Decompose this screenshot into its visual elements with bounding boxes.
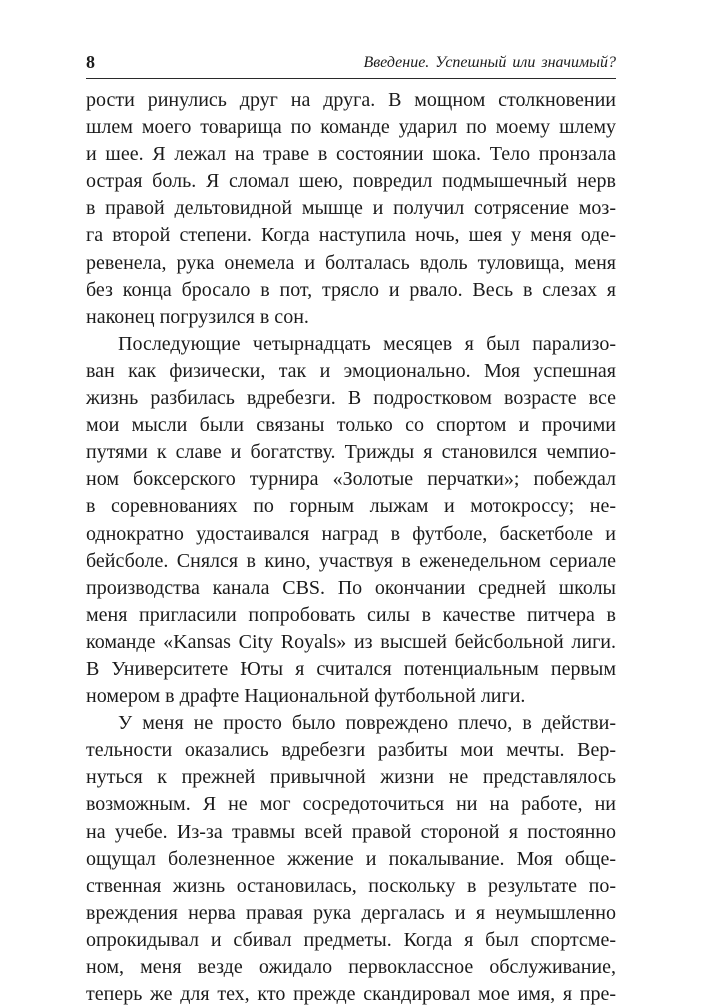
text-line: нуться к прежней привычной жизни не представлялось [86,766,616,789]
running-title: Введение. Успешный или значимый? [363,54,616,71]
text-line: ственная жизнь остановилась, поскольку в результате по- [86,874,616,897]
text-line: номером в драфте Национальной футбольной лиги. [86,685,526,708]
text-line: ном, меня везде ожидало первоклассное обслуживание, [86,956,616,978]
text-line: га второй степени. Когда наступила ночь, шея у меня оде- [86,224,616,247]
text-line: бейсболе. Снялся в кино, участвуя в еженедельном сериале [86,549,616,572]
text-line: мои мысли были связаны только со спортом и прочими [86,414,616,437]
text-line: вреждения нерва правая рука дергалась и я неумышленно [86,901,616,924]
text-line: У меня не просто было повреждено плечо, в действи- [118,712,616,735]
text-line: в соревнованиях по горным лыжам и мотокроссу; не- [86,495,616,518]
text-line: опрокидывал и сбивал предметы. Когда я был спортсме- [86,928,616,951]
text-line: В Университете Юты я считался потенциальным первым [86,657,616,680]
text-line: ном боксерского турнира «Золотые перчатки»; побеждал [86,468,616,491]
text-line: возможным. Я не мог сосредоточиться ни на работе, ни [86,793,616,816]
paragraph-3 [86,710,616,1008]
text-line: путями к славе и богатству. Трижды я становился чемпио- [86,441,616,464]
paragraph-2 [86,331,616,710]
text-line: шлем моего товарища по команде ударил по моему шлему [86,116,616,139]
text-line: производства канала CBS. По окончании средней школы [86,576,616,599]
page-number: 8 [86,52,95,72]
body-text [86,87,616,1008]
text-line: в правой дельтовидной мышце и получил сотрясение моз- [86,197,616,220]
text-line: меня пригласили попробовать силы в качестве питчера в [86,603,616,626]
text-line: команде «Kansas City Royals» из высшей бейсбольной лиги. [86,630,616,653]
text-line: ван как физически, так и эмоционально. Моя успешная [86,359,616,382]
text-line: Последующие четырнадцать месяцев я был парализо- [118,332,616,355]
text-line: теперь же для тех, кто прежде скандировал мое имя, я пре- [86,983,616,1006]
text-line: тельности оказались вдребезги разбиты мои мечты. Вер- [86,739,616,762]
text-line: рости ринулись друг на друга. В мощном столкновении [86,89,616,111]
text-line: ощущал болезненное жжение и покалывание. Моя обще- [86,847,616,870]
running-head [86,44,616,79]
text-line: однократно удостаивался наград в футболе, баскетболе и [86,522,616,545]
text-line: жизнь разбилась вдребезги. В подростковом возрасте все [86,387,616,410]
text-line: ревенела, рука онемела и болталась вдоль туловища, меня [86,251,616,274]
text-line: на учебе. Из-за травмы всей правой стороной я постоянно [86,820,616,843]
text-line: без конца бросало в пот, трясло и рвало. Весь в слезах я [86,278,616,301]
paragraph-1 [86,87,616,331]
text-line: наконец погрузился в сон. [86,305,309,328]
text-line: острая боль. Я сломал шею, повредил подмышечный нерв [86,170,616,193]
text-line: и шее. Я лежал на траве в состоянии шока. Тело пронзала [86,143,616,166]
